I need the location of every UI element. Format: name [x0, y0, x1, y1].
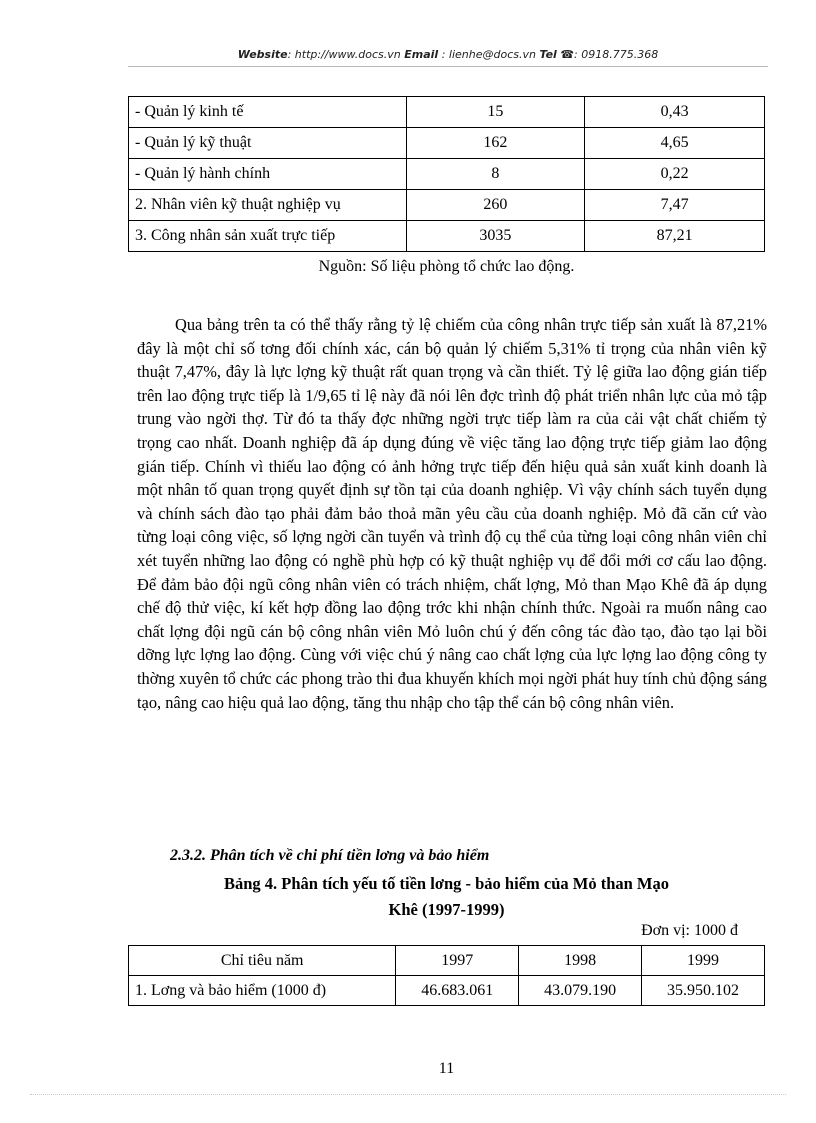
- body-paragraph: Qua bảng trên ta có thể thấy rằng tỷ lệ chiếm của công nhân trực tiếp sản xuất là 87,21% đây là một chỉ số tơng đối chính xác, cán bộ quản lý chiếm 5,31% tỉ trọng của nhân viên kỹ thuật 7,47%, đây là lực lợng kỹ thuật rất quan trọng và cần thiết. Tỷ lệ giữa lao động gián tiếp trên lao động trực tiếp là 1/9,65 tỉ lệ này đã nói lên đợc trình độ phát triển nhân lực của mỏ tập trung vào ngời thợ. Từ đó ta thấy đợc những ngời trực tiếp làm ra của cải vật chất chiếm tỷ trọng cao nhất. Doanh nghiệp đã áp dụng đúng về việc tăng lao động trực tiếp giảm lao động gián tiếp. Chính vì thiếu lao động có ảnh hởng trực tiếp đến hiệu quả sản xuất kinh doanh là một nhân tố quan trọng quyết định sự tồn tại của doanh nghiệp. Vì vậy chính sách tuyển dụng và chính sách đào tạo phải đảm bảo thoả mãn yêu cầu của doanh nghiệp. Mỏ đã căn cứ vào từng loại công việc, số lợng ngời cần tuyển và trình độ cụ thể của từng loại công nhân viên chỉ xét tuyển những lao động có nghề phù hợp có kỹ thuật nghiệp vụ để đổi mới cơ cấu lao động. Để đảm bảo đội ngũ công nhân viên có trách nhiệm, chất lợng, Mỏ than Mạo Khê đã áp dụng chế độ thử việc, kí kết hợp đồng lao động trớc khi nhận chính thức. Ngoài ra muốn nâng cao chất lợng đội ngũ cán bộ công nhân viên Mỏ luôn chú ý đến công tác đào tạo, đào tạo lại bồi dỡng lực lợng lao động. Cùng với việc chú ý nâng cao chất lợng của lực lợng lao động công ty thờng xuyên tổ chức các phong trào thi đua khuyến khích mọi ngời phát huy tính chủ động sáng tạo, nâng cao hiệu quả lao động, tăng thu nhập cho tập thể cán bộ công nhân viên.: [137, 315, 767, 712]
- table-title-line: Bảng 4. Phân tích yếu tố tiền lơng - bảo hiểm của Mỏ than Mạo: [223, 874, 670, 893]
- row-percent: 0,22: [585, 159, 765, 190]
- tel-label: Tel: [539, 48, 557, 61]
- header-divider: [128, 66, 768, 67]
- row-percent: 0,43: [585, 97, 765, 128]
- email-value: : lienhe@docs.vn: [441, 48, 536, 61]
- row-count: 15: [406, 97, 585, 128]
- row-label: 3. Công nhân sản xuất trực tiếp: [129, 221, 407, 252]
- table-row: [129, 976, 765, 1006]
- table-row: [129, 221, 765, 252]
- table-row: [129, 128, 765, 159]
- footer-divider: [30, 1094, 786, 1095]
- row-percent: 7,47: [585, 190, 765, 221]
- cell-value: 46.683.061: [396, 976, 519, 1006]
- section-heading: 2.3.2. Phân tích về chi phí tiền lơng và bảo hiểm: [170, 847, 490, 864]
- table-row: [129, 97, 765, 128]
- website-label: Website: [237, 48, 288, 61]
- row-count: 8: [406, 159, 585, 190]
- column-header: 1998: [519, 946, 642, 976]
- website-value: : http://www.docs.vn: [287, 48, 401, 61]
- staff-structure-table: [128, 96, 765, 252]
- tel-value: : 0918.775.368: [574, 48, 659, 61]
- table-title: [128, 871, 765, 923]
- unit-note: Đơn vị: 1000 đ: [641, 922, 738, 939]
- row-percent: 4,65: [585, 128, 765, 159]
- table-header-row: [129, 946, 765, 976]
- table-row: [129, 190, 765, 221]
- row-count: 3035: [406, 221, 585, 252]
- row-label: - Quản lý hành chính: [129, 159, 407, 190]
- column-header: 1999: [642, 946, 765, 976]
- row-label: - Quản lý kinh tế: [129, 97, 407, 128]
- row-percent: 87,21: [585, 221, 765, 252]
- row-count: 162: [406, 128, 585, 159]
- column-header: Chỉ tiêu năm: [129, 946, 396, 976]
- page-header: [128, 48, 768, 61]
- source-note: Nguồn: Số liệu phòng tổ chức lao động.: [318, 258, 575, 275]
- phone-icon: ☎: [560, 48, 575, 61]
- cell-value: 35.950.102: [642, 976, 765, 1006]
- page-number: 11: [438, 1060, 455, 1077]
- row-label: - Quản lý kỹ thuật: [129, 128, 407, 159]
- table-row: [129, 159, 765, 190]
- wage-insurance-table: [128, 945, 765, 1006]
- row-label: 1. Lơng và bảo hiểm (1000 đ): [129, 976, 396, 1006]
- row-label: 2. Nhân viên kỹ thuật nghiệp vụ: [129, 190, 407, 221]
- column-header: 1997: [396, 946, 519, 976]
- row-count: 260: [406, 190, 585, 221]
- cell-value: 43.079.190: [519, 976, 642, 1006]
- email-label: Email: [404, 48, 439, 61]
- table-title-line: Khê (1997-1999): [388, 900, 505, 919]
